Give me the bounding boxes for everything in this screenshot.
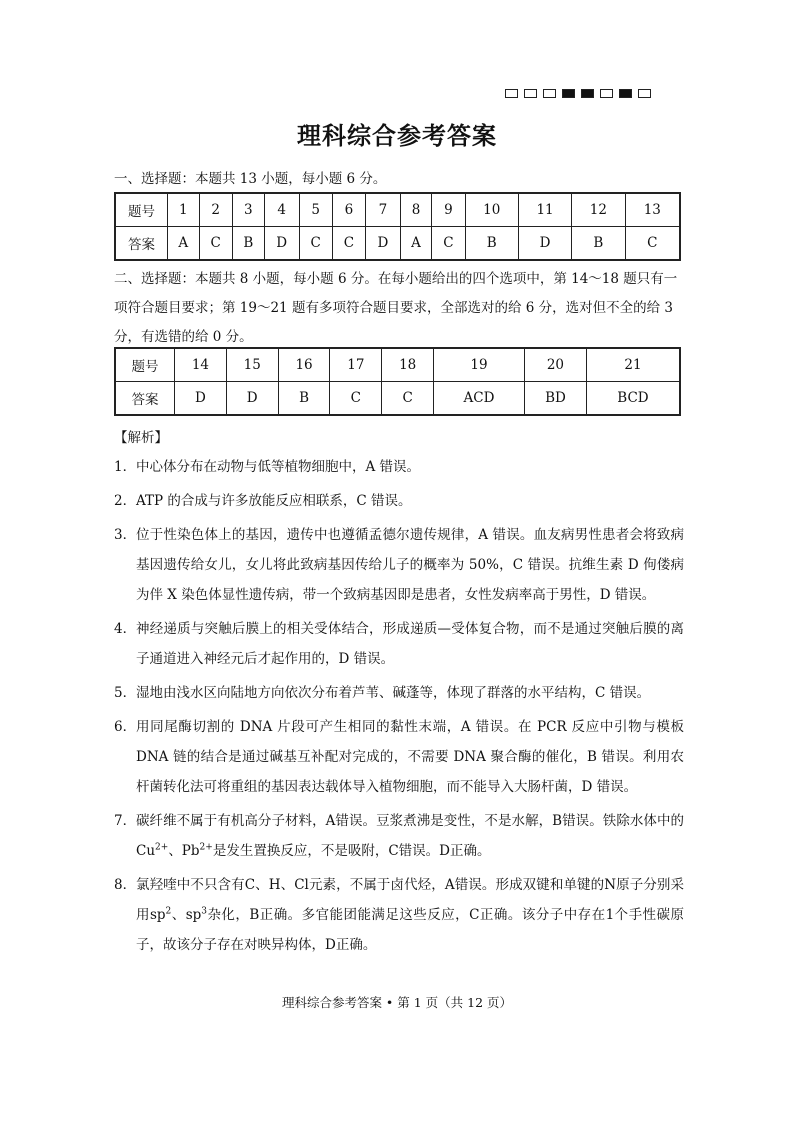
answer-cell: C <box>382 382 434 416</box>
list-item <box>114 806 684 866</box>
mark-square <box>543 89 556 98</box>
answer-cell: D <box>264 227 299 261</box>
question-number: 1 <box>168 193 200 227</box>
answer-cell: C <box>299 227 332 261</box>
row-label: 题号 <box>115 193 168 227</box>
answer-cell: D <box>175 382 227 416</box>
answer-cell: BD <box>524 382 586 416</box>
item-number: 5． <box>114 685 137 701</box>
page-footer: 理科综合参考答案 • 第 1 页（共 12 页） <box>281 995 513 1010</box>
question-number: 21 <box>586 348 680 382</box>
mark-square <box>524 89 537 98</box>
question-number: 8 <box>400 193 432 227</box>
list-item <box>114 520 684 610</box>
list-item <box>114 678 684 708</box>
mark-square <box>562 89 575 98</box>
item-number: 7． <box>114 813 137 829</box>
analysis-list <box>114 452 684 964</box>
question-number: 20 <box>524 348 586 382</box>
section2-answer-table <box>114 347 681 416</box>
answer-cell: C <box>625 227 680 261</box>
item-number: 8． <box>114 877 137 893</box>
header-marks <box>505 89 651 98</box>
row-label: 题号 <box>115 348 175 382</box>
question-number: 13 <box>625 193 680 227</box>
answer-cell: A <box>400 227 432 261</box>
answer-cell: A <box>168 227 200 261</box>
item-number: 6． <box>114 719 137 735</box>
table-row-numbers <box>115 193 680 227</box>
question-number: 5 <box>299 193 332 227</box>
answer-cell: D <box>518 227 571 261</box>
item-text: 用同尾酶切割的 DNA 片段可产生相同的黏性末端，A 错误。在 PCR 反应中引物与模板 DNA 链的结合是通过碱基互补配对完成的，不需要 DNA 聚合酶的催化，B 错误。利用农杆菌转化法可将重组的基因表达载体导入植物细胞，而不能导入大肠杆菌，D 错误。 <box>136 719 684 795</box>
item-text: 神经递质与突触后膜上的相关受体结合，形成递质—受体复合物，而不是通过突触后膜的离子通道进入神经元后才起作用的，D 错误。 <box>136 621 684 667</box>
list-item <box>114 870 684 960</box>
question-number: 10 <box>465 193 518 227</box>
answer-cell: B <box>465 227 518 261</box>
item-number: 2． <box>114 493 137 509</box>
answer-cell: BCD <box>586 382 680 416</box>
table-row-numbers <box>115 348 680 382</box>
list-item <box>114 452 684 482</box>
answer-cell: B <box>572 227 625 261</box>
item-text: 湿地由浅水区向陆地方向依次分布着芦苇、碱蓬等，体现了群落的水平结构，C 错误。 <box>136 685 651 701</box>
list-item <box>114 486 684 516</box>
question-number: 4 <box>264 193 299 227</box>
question-number: 6 <box>332 193 365 227</box>
section2-heading: 二、选择题：本题共 8 小题，每小题 6 分。在每小题给出的四个选项中，第 14～18 题只有一项符合题目要求；第 19～21 题有多项符合题目要求，全部选对的给 6 分，选对但不全的给 3 分，有选错的给 0 分。 <box>114 271 678 345</box>
answer-cell: C <box>330 382 382 416</box>
answer-cell: D <box>226 382 278 416</box>
page-title: 理科综合参考答案 <box>297 121 497 150</box>
question-number: 14 <box>175 348 227 382</box>
question-number: 9 <box>432 193 465 227</box>
answer-cell: B <box>232 227 264 261</box>
answer-cell: C <box>432 227 465 261</box>
mark-square <box>581 89 594 98</box>
question-number: 18 <box>382 348 434 382</box>
question-number: 16 <box>278 348 330 382</box>
list-item <box>114 712 684 802</box>
question-number: 17 <box>330 348 382 382</box>
question-number: 11 <box>518 193 571 227</box>
answer-cell: C <box>199 227 232 261</box>
answer-cell: ACD <box>434 382 525 416</box>
row-label: 答案 <box>115 227 168 261</box>
question-number: 12 <box>572 193 625 227</box>
item-number: 3． <box>114 527 137 543</box>
question-number: 19 <box>434 348 525 382</box>
item-text: 氯羟喹中不只含有C、H、Cl元素，不属于卤代烃，A错误。形成双键和单键的N原子分别采用$sp^2$、$sp^3$杂化，B正确。多官能团能满足这些反应，C正确。该分子中存在1个手性碳原子，故该分子存在对映异构体，D正确。 <box>136 877 684 953</box>
item-text: ATP 的合成与许多放能反应相联系，C 错误。 <box>136 493 412 509</box>
mark-square <box>505 89 518 98</box>
question-number: 15 <box>226 348 278 382</box>
item-number: 1． <box>114 459 137 475</box>
question-number: 7 <box>366 193 401 227</box>
item-number: 4． <box>114 621 137 637</box>
item-text: 位于性染色体上的基因，遗传中也遵循孟德尔遗传规律，A 错误。血友病男性患者会将致病基因遗传给女儿，女儿将此致病基因传给儿子的概率为 50%，C 错误。抗维生素 D 佝偻病为伴 X 染色体显性遗传病，带一个致病基因即是患者，女性发病率高于男性，D 错误。 <box>136 527 684 603</box>
row-label: 答案 <box>115 382 175 416</box>
section1-answer-table <box>114 192 681 261</box>
question-number: 2 <box>199 193 232 227</box>
item-text: 中心体分布在动物与低等植物细胞中，A 错误。 <box>136 459 421 475</box>
list-item <box>114 614 684 674</box>
question-number: 3 <box>232 193 264 227</box>
answer-cell: D <box>366 227 401 261</box>
item-text: 碳纤维不属于有机高分子材料，A错误。豆浆煮沸是变性，不是水解，B错误。铁除水体中的$Cu^{2+}$、$Pb^{2+}$是发生置换反应，不是吸附，C错误。D正确。 <box>136 813 684 859</box>
analysis-heading: 【解析】 <box>114 430 168 446</box>
mark-square <box>619 89 632 98</box>
table-row-answers <box>115 227 680 261</box>
answer-cell: B <box>278 382 330 416</box>
mark-square <box>638 89 651 98</box>
mark-square <box>600 89 613 98</box>
table-row-answers <box>115 382 680 416</box>
section1-heading: 一、选择题：本题共 13 小题，每小题 6 分。 <box>114 171 387 187</box>
answer-cell: C <box>332 227 365 261</box>
